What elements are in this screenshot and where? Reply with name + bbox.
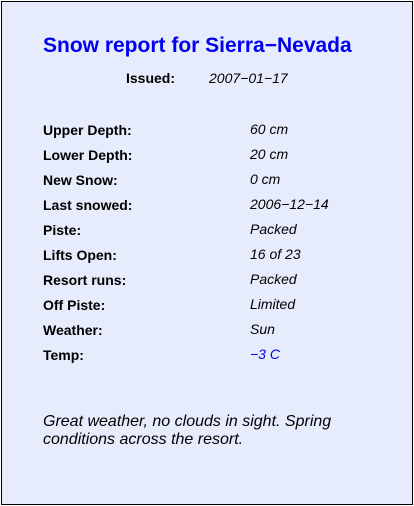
row-piste	[43, 222, 403, 247]
row-lifts-open	[43, 247, 403, 272]
piste-value: Packed	[250, 221, 297, 237]
row-off-piste	[43, 297, 403, 322]
weather-value: Sun	[250, 321, 275, 337]
row-last-snowed	[43, 197, 403, 222]
row-weather	[43, 322, 403, 347]
new-snow-label: New Snow:	[43, 172, 118, 188]
upper-depth-label: Upper Depth:	[43, 122, 132, 138]
lifts-open-value: 16 of 23	[250, 246, 301, 262]
temp-value: −3 C	[250, 346, 280, 362]
last-snowed-label: Last snowed:	[43, 197, 133, 213]
report-title: Snow report for Sierra−Nevada	[43, 34, 352, 57]
issued-date: 2007−01−17	[209, 70, 288, 86]
temp-label: Temp:	[43, 347, 84, 363]
row-lower-depth	[43, 147, 403, 172]
off-piste-label: Off Piste:	[43, 297, 106, 313]
lower-depth-label: Lower Depth:	[43, 147, 133, 163]
row-temp	[43, 347, 403, 372]
snow-report-card	[1, 1, 413, 505]
lower-depth-value: 20 cm	[250, 146, 289, 162]
row-resort-runs	[43, 272, 403, 297]
row-new-snow	[43, 172, 403, 197]
report-comment: Great weather, no clouds in sight. Spring conditions across the resort.	[43, 413, 332, 448]
new-snow-value: 0 cm	[250, 171, 281, 187]
weather-label: Weather:	[43, 322, 103, 338]
upper-depth-value: 60 cm	[250, 121, 289, 137]
report-rows	[43, 122, 403, 372]
off-piste-value: Limited	[250, 296, 296, 312]
piste-label: Piste:	[43, 222, 82, 238]
issued-label: Issued:	[126, 70, 176, 86]
lifts-open-label: Lifts Open:	[43, 247, 117, 263]
resort-runs-label: Resort runs:	[43, 272, 127, 288]
resort-runs-value: Packed	[250, 271, 297, 287]
row-upper-depth	[43, 122, 403, 147]
last-snowed-value: 2006−12−14	[250, 196, 329, 212]
